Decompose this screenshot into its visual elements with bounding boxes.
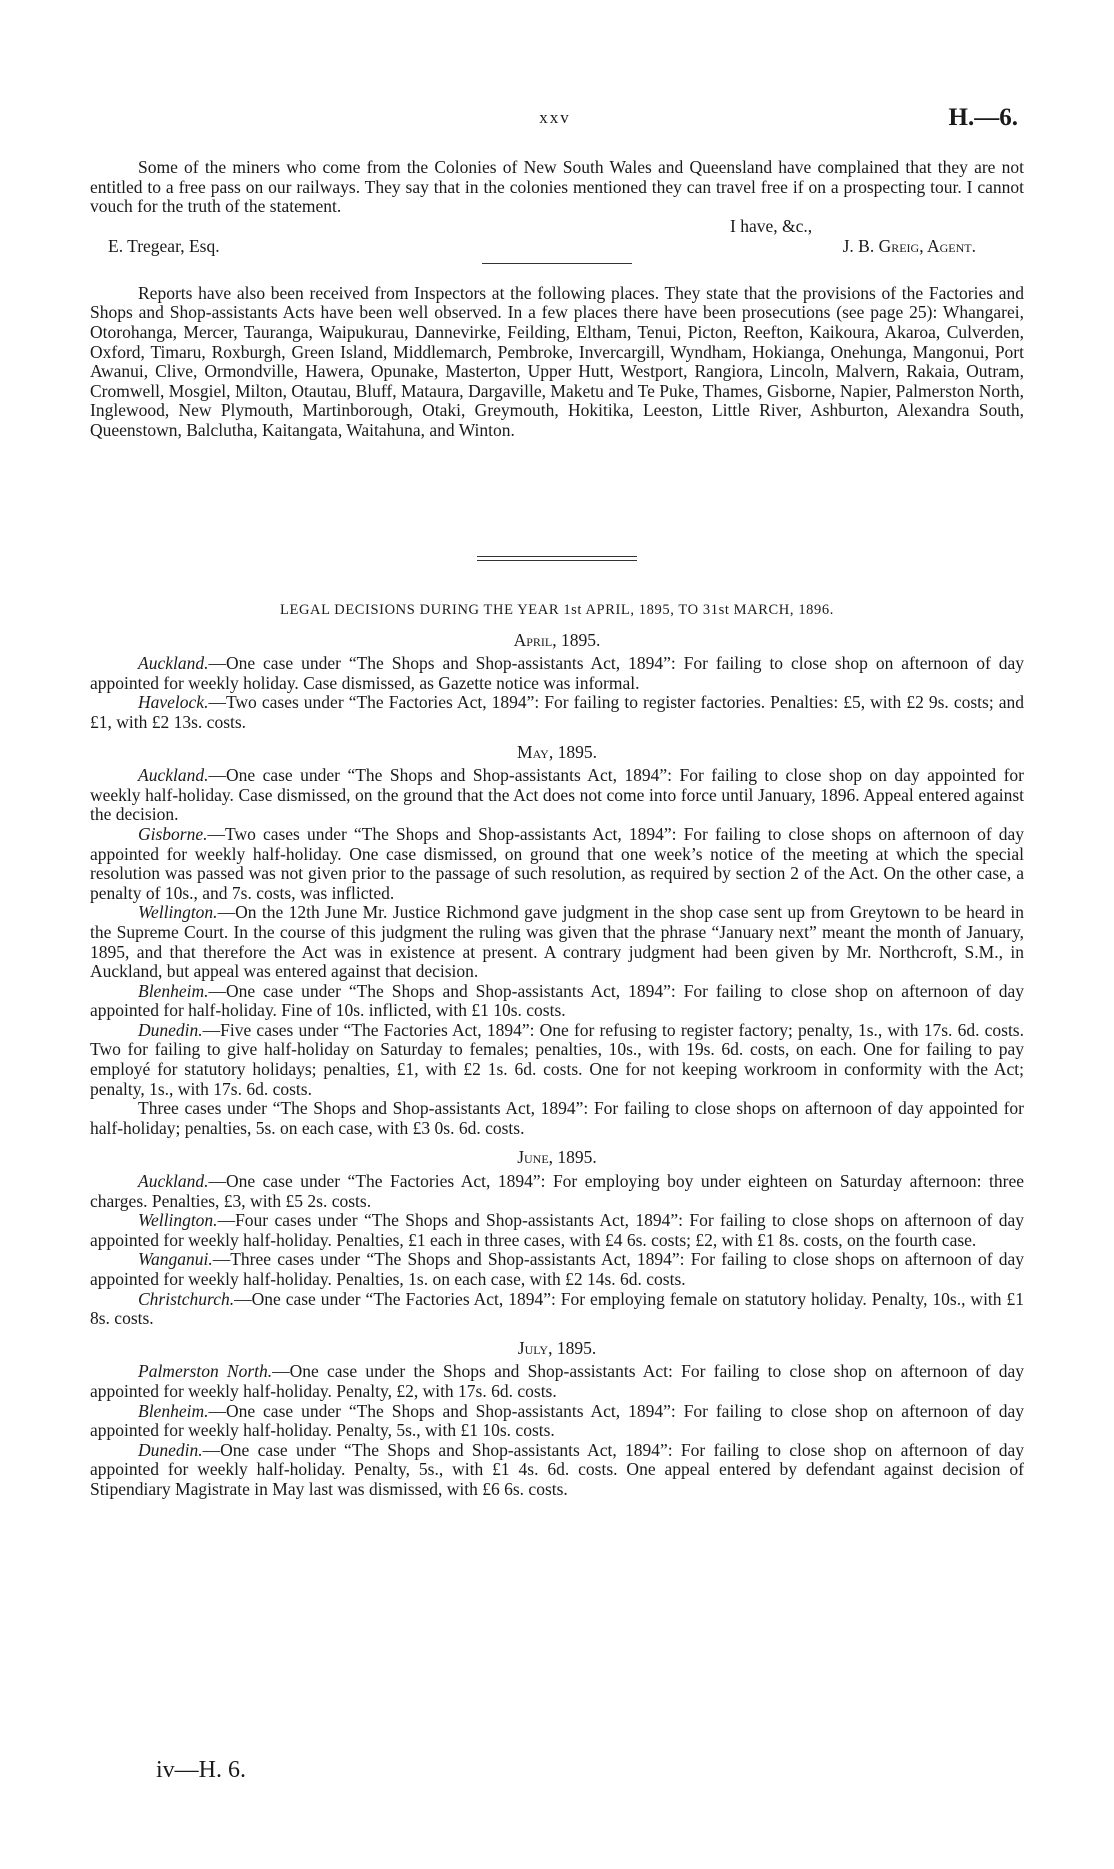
letter-signoff: [90, 217, 1024, 257]
case-text: —Three cases under “The Shops and Shop-assistants Act, 1894”: For failing to close shops on afternoon of day appointed for weekly half-holiday. Penalties, 1s. on each case, with £2 14s. 6d. costs.: [90, 1249, 1024, 1289]
case-entry: [90, 1172, 1024, 1211]
case-entry: [90, 654, 1024, 693]
case-entry: [90, 1211, 1024, 1250]
case-text: Three cases under “The Shops and Shop-assistants Act, 1894”: For failing to close shops on afternoon of day appointed for half-holiday; penalties, 5s. on each case, with £3 0s. 6d. costs.: [90, 1098, 1024, 1138]
month-heading: July, 1895.: [517, 1337, 597, 1358]
case-entry: [90, 903, 1024, 981]
reports-paragraph: Reports have also been received from Inspectors at the following places. They state that the provisions of the Factories and Shops and Shop-assistants Acts have been well observed. In a few places there have been prosecutions (see page 25): Whangarei, Otorohanga, Mercer, Tauranga, Waipukurau, Dannevirke, Feilding, Eltham, Tenui, Picton, Reefton, Kaikoura, Akaroa, Culverden, Oxford, Timaru, Roxburgh, Green Island, Middlemarch, Pembroke, Invercargill, Wyndham, Hokianga, Onehunga, Mangonui, Port Awanui, Clive, Ormondville, Hawera, Opunake, Masterton, Upper Hutt, Westport, Rangiora, Lincoln, Malvern, Rakaia, Outram, Cromwell, Mosgiel, Milton, Otautau, Bluff, Mataura, Dargaville, Maketu and Te Puke, Thames, Gisborne, Napier, Palmerston North, Inglewood, New Plymouth, Martinborough, Otaki, Greymouth, Hokitika, Leeston, Little River, Ashburton, Alexandra South, Queenstown, Balclutha, Kaitangata, Waitahuna, and Winton.: [90, 282, 1024, 440]
letter-addressee: E. Tregear, Esq.: [108, 235, 220, 256]
case-entry: [90, 1099, 1024, 1138]
case-place: Gisborne.: [138, 823, 208, 844]
case-text: —One case under “The Shops and Shop-assistants Act, 1894”: For failing to close shop on day appointed for weekly half-holiday. Case dismissed, on the ground that the Act does not come into force until January, 1896. Appeal entered against the decision.: [90, 765, 1024, 825]
case-place: Havelock.: [138, 692, 209, 713]
case-entry: [90, 693, 1024, 732]
case-text: —One case under “The Shops and Shop-assistants Act, 1894”: For failing to close shop on afternoon of day appointed for weekly half-holiday. Penalty, 5s., with £1 4s. 6d. costs. One appeal entered by defendant against decision of Stipendiary Magistrate in May last was dismissed, with £6 6s. costs.: [90, 1439, 1024, 1499]
case-place: Auckland.: [138, 653, 209, 674]
case-place: Wellington.: [138, 1210, 218, 1231]
case-place: Palmerston North.: [138, 1361, 273, 1382]
case-entry: [90, 1021, 1024, 1099]
case-entry: [90, 766, 1024, 825]
case-text: —Four cases under “The Shops and Shop-assistants Act, 1894”: For failing to close shops on afternoon of day appointed for weekly half-holiday. Penalties, £1 each in three cases, with £4 6s. costs; £2, with £1 8s. costs, on the fourth case.: [90, 1210, 1024, 1250]
case-entry: [90, 825, 1024, 903]
case-place: Blenheim.: [138, 1400, 209, 1421]
section-divider: [482, 263, 632, 264]
case-place: Wanganui.: [138, 1249, 213, 1270]
case-entry: [90, 1402, 1024, 1441]
legal-decisions-heading: LEGAL DECISIONS DURING THE YEAR 1st APRIL, 1895, TO 31st MARCH, 1896.: [280, 602, 834, 618]
case-text: —On the 12th June Mr. Justice Richmond gave judgment in the shop case sent up from Greytown to be heard in the Supreme Court. In the course of this judgment the ruling was given that the phrase “January next” meant the month of January, 1895, and that therefore the Act was in existence at present. A contrary judgment had been given by Mr. Northcroft, S.M., in Auckland, but appeal was entered against that decision.: [90, 902, 1024, 982]
letter-section: [90, 158, 1024, 441]
letter-closing: I have, &c.,: [730, 215, 813, 236]
footer-signature-mark: iv—H. 6.: [156, 1757, 246, 1783]
case-text: —One case under “The Shops and Shop-assistants Act, 1894”: For failing to close shop on afternoon of day appointed for half-holiday. Fine of 10s. inflicted, with £1 10s. costs.: [90, 980, 1024, 1021]
case-place: Auckland.: [138, 765, 209, 786]
months-container: [90, 631, 1024, 1500]
case-text: —One case under “The Factories Act, 1894”: For employing boy under eighteen on Saturday afternoon: three charges. Penalties, £3, with £5 2s. costs.: [90, 1171, 1024, 1211]
case-text: —One case under “The Shops and Shop-assistants Act, 1894”: For failing to close shop on afternoon of day appointed for weekly half-holiday. Penalty, 5s., with £1 10s. costs.: [90, 1400, 1024, 1441]
month-heading: June, 1895.: [517, 1147, 597, 1168]
case-place: Dunedin.: [138, 1439, 203, 1460]
case-text: —One case under “The Shops and Shop-assistants Act, 1894”: For failing to close shop on afternoon of day appointed for weekly holiday. Case dismissed, as Gazette notice was informal.: [90, 653, 1024, 693]
case-text: —Five cases under “The Factories Act, 1894”: One for refusing to register factory; penalty, 1s., with 17s. 6d. costs. Two for failing to give half-holiday on Saturday to females; penalties, 10s., with 19s. 6d. costs, on each. One for failing to pay employé for statutory holidays; penalties, £1, with £2 1s. 6d. costs. One for not keeping workroom in conformity with the Act; penalty, 1s., with 17s. 6d. costs.: [90, 1019, 1024, 1099]
case-text: —One case under “The Factories Act, 1894”: For employing female on statutory holiday. Penalty, 10s., with £1 8s. costs.: [90, 1288, 1024, 1329]
case-entry: [90, 1290, 1024, 1329]
case-place: Dunedin.: [138, 1019, 203, 1040]
month-heading: May, 1895.: [517, 741, 597, 762]
letter-body: Some of the miners who come from the Colonies of New South Wales and Queensland have complained that they are not entitled to a free pass on our railways. They say that in the colonies mentioned they can travel free if on a prospecting tour. I cannot vouch for the truth of the statement.: [90, 157, 1024, 217]
case-place: Christchurch.: [138, 1288, 235, 1309]
double-rule-divider: [477, 556, 637, 561]
case-entry: [90, 1441, 1024, 1500]
document-reference: H.—6.: [948, 104, 1018, 131]
case-entry: [90, 982, 1024, 1021]
case-place: Auckland.: [138, 1171, 209, 1192]
case-text: —Two cases under “The Shops and Shop-assistants Act, 1894”: For failing to close shops on afternoon of day appointed for weekly half-holiday. One case dismissed, on ground that one week’s notice of the meeting at which the special resolution was passed was not given prior to the passage of such resolution, as required by section 2 of the Act. On the other case, a penalty of 10s., and 7s. costs, was inflicted.: [90, 823, 1024, 903]
case-entry: [90, 1362, 1024, 1401]
legal-decisions-section: [90, 556, 1024, 1500]
page-number: xxv: [539, 108, 571, 127]
case-text: —One case under the Shops and Shop-assistants Act: For failing to close shop on afternoon of day appointed for weekly half-holiday. Penalty, £2, with 17s. 6d. costs.: [90, 1361, 1024, 1401]
case-entry: [90, 1250, 1024, 1289]
letter-signature: J. B. Greig, Agent.: [842, 235, 976, 256]
month-heading: April, 1895.: [513, 629, 601, 650]
case-place: Blenheim.: [138, 980, 209, 1001]
case-place: Wellington.: [138, 902, 218, 923]
case-text: —Two cases under “The Factories Act, 1894”: For failing to register factories. Penalties: £5, with £2 9s. costs; and £1, with £2 13s. costs.: [90, 692, 1024, 732]
